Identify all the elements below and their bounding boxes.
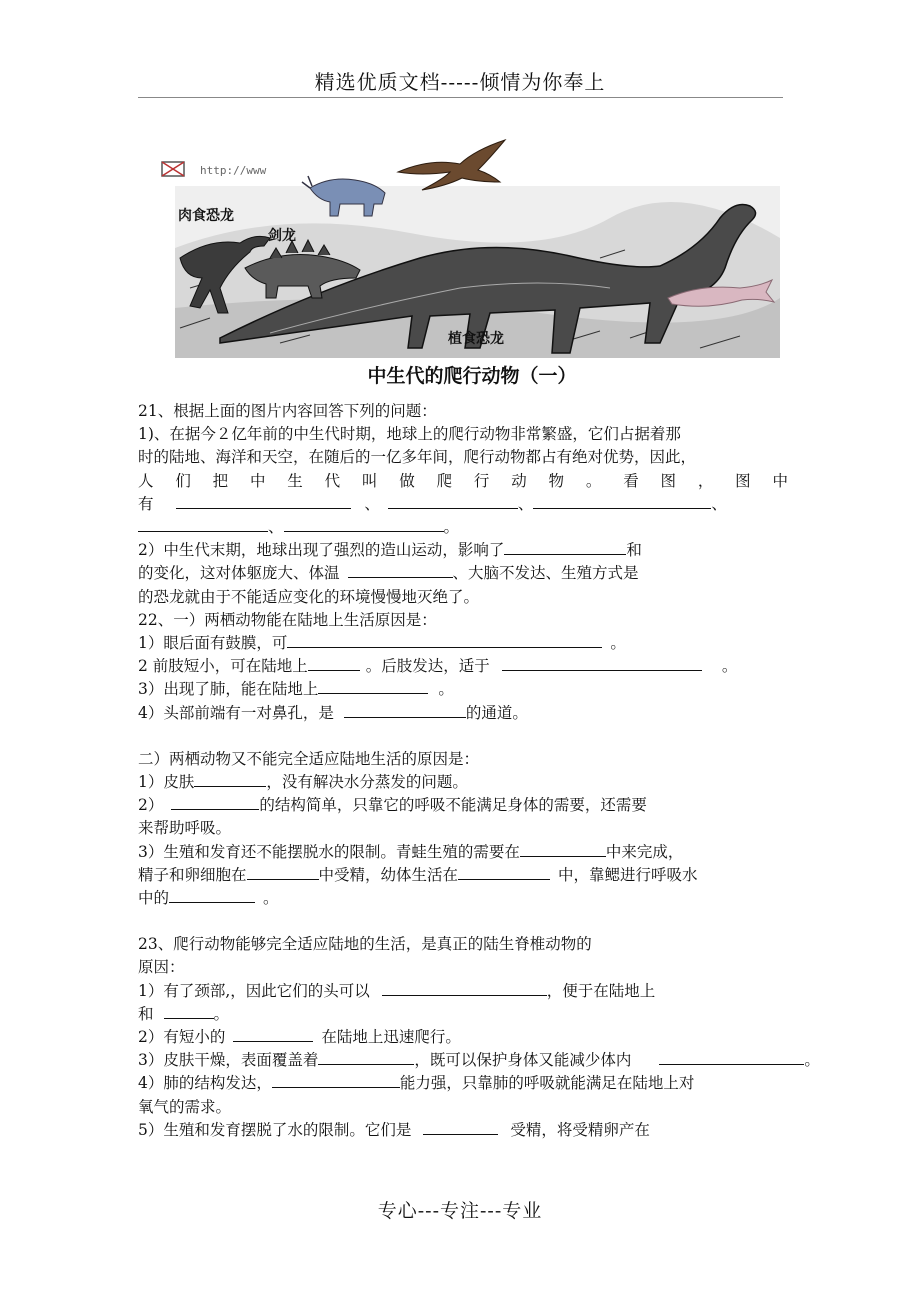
page-header: 精选优质文档-----倾情为你奉上 — [314, 70, 606, 94]
q22-sub-item1: 1）皮肤 ，没有解决水分蒸发的问题。 — [138, 773, 468, 792]
label-herbivore: 植食恐龙 — [448, 331, 504, 347]
figure-caption: 中生代的爬行动物（一） — [367, 365, 577, 387]
q22-sub-item3-line3: 中的 。 — [138, 889, 279, 908]
blank-eardrum[interactable] — [287, 633, 602, 648]
dinosaur-figure — [160, 138, 785, 398]
q23-item4: 4）肺的结构发达， 能力强，只靠肺的呼吸就能满足在陆地上对 — [138, 1074, 695, 1093]
blank-reproduction-place[interactable] — [520, 842, 606, 857]
q23-item1-line2: 和 。 — [138, 1004, 230, 1023]
page-footer: 专心---专注---专业 — [377, 1200, 543, 1222]
q22-item3: 3）出现了肺，能在陆地上 。 — [138, 680, 454, 699]
q22-sub-item3: 3）生殖和发育还不能摆脱水的限制。青蛙生殖的需要在 中来完成， — [138, 842, 684, 861]
blank-head-move[interactable] — [382, 981, 547, 996]
blank-body-temp[interactable] — [348, 563, 453, 578]
q23-title-line2: 原因： — [138, 958, 185, 977]
q21-p1-line2: 时的陆地、海洋和天空，在随后的一亿多年间，爬行动物都占有绝对优势，因此， — [138, 448, 697, 467]
blank-larva-habitat[interactable] — [458, 865, 550, 880]
broken-image-icon — [162, 162, 184, 176]
blank-gill-oxygen[interactable] — [169, 888, 255, 903]
blank-reptile-2[interactable] — [388, 494, 518, 509]
q21-p2-line1: 2）中生代末期，地球出现了强烈的造山运动，影响了 和 — [138, 541, 642, 560]
q21-p2-line2: 的变化，这对体躯庞大、体温 、大脑不发达、生殖方式是 — [138, 564, 639, 583]
blank-lung-structure[interactable] — [171, 795, 259, 810]
label-stegosaur: 剑龙 — [268, 228, 296, 244]
blank-reptile-5[interactable] — [284, 517, 444, 532]
blank-land-activity[interactable] — [164, 1004, 214, 1019]
blank-forelimb[interactable] — [308, 656, 360, 671]
q23-item1: 1）有了颈部,，因此它们的头可以 ，便于在陆地上 — [138, 981, 656, 1000]
q22-item2: 2 前肢短小，可在陆地上 。后肢发达，适于 。 — [138, 657, 738, 676]
blank-nostrils[interactable] — [344, 703, 466, 718]
q22-item4: 4）头部前端有一对鼻孔，是 的通道。 — [138, 703, 528, 722]
blank-fertilization-type[interactable] — [423, 1120, 498, 1135]
blank-skin[interactable] — [194, 772, 266, 787]
q22-item1: 1）眼后面有鼓膜，可 。 — [138, 634, 626, 653]
q21-p1-line3: 人们把中生代叫做爬行动物。看图，图中 — [138, 471, 788, 490]
q21-p1-line1: 1)、在据今２亿年前的中生代时期，地球上的爬行动物非常繁盛，它们占据着那 — [138, 425, 681, 444]
q23-item2: 2）有短小的 在陆地上迅速爬行。 — [138, 1028, 461, 1047]
blank-scales[interactable] — [318, 1050, 414, 1065]
blank-fertilization-place[interactable] — [247, 865, 319, 880]
q21-title: 21、根据上面的图片内容回答下列的问题： — [138, 402, 437, 420]
q22-sub-item2-line2: 来帮助呼吸。 — [138, 819, 232, 838]
mesozoic-reptiles-illustration — [160, 138, 785, 398]
blank-climate-1[interactable] — [504, 540, 626, 555]
q22-sub-item3-line2: 精子和卵细胞在 中受精，幼体生活在 中，靠鳃进行呼吸水 — [138, 865, 698, 884]
header-divider — [138, 97, 783, 98]
q23-item3: 3）皮肤干燥，表面覆盖着 ，既可以保护身体又能减少体内 。 — [138, 1051, 820, 1070]
pterosaur — [398, 140, 505, 190]
q22-title: 22、一）两栖动物能在陆地上生活原因是： — [138, 610, 437, 629]
blank-limbs[interactable] — [233, 1027, 313, 1042]
blank-water-loss[interactable] — [659, 1050, 804, 1065]
q21-p1-line5: 、 。 — [138, 516, 788, 539]
blank-reptile-1[interactable] — [176, 494, 351, 509]
q21-p2-line3: 的恐龙就由于不能适应变化的环境慢慢地灭绝了。 — [138, 587, 480, 606]
q22-sub-item2: 2） 的结构简单，只靠它的呼吸不能满足身体的需要，还需要 — [138, 796, 647, 815]
blank-reptile-4[interactable] — [138, 517, 268, 532]
blank-lungs[interactable] — [318, 679, 428, 694]
blank-hindlimb[interactable] — [502, 656, 702, 671]
q23-item5: 5）生殖和发育摆脱了水的限制。它们是 受精，将受精卵产在 — [138, 1120, 650, 1139]
q22-subtitle: 二）两栖动物又不能完全适应陆地生活的原因是： — [138, 749, 480, 768]
q23-item4-line2: 氧气的需求。 — [138, 1097, 232, 1116]
label-carnivore: 肉食恐龙 — [178, 208, 234, 224]
q23-title-line1: 23、爬行动物能够完全适应陆地的生活，是真正的陆生脊椎动物的 — [138, 935, 592, 954]
worksheet-body — [138, 400, 820, 1142]
blank-reptile-3[interactable] — [533, 494, 711, 509]
blank-gas-exchange[interactable] — [272, 1073, 400, 1088]
q21-p1-line4: 有 、 、 、 — [138, 494, 727, 513]
watermark-text: http://www — [200, 164, 267, 177]
